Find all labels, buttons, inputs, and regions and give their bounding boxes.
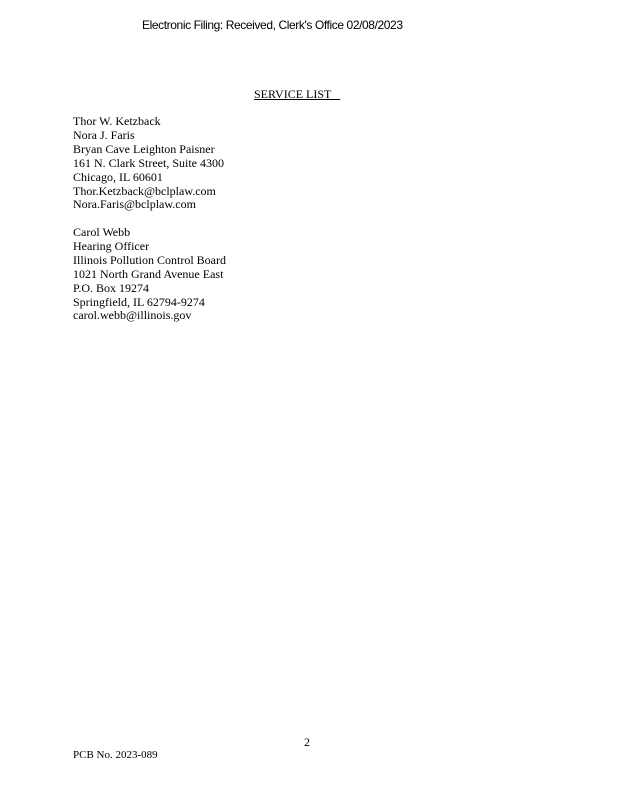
- address-line: Thor W. Ketzback: [73, 114, 161, 128]
- address-line: Hearing Officer: [73, 238, 150, 253]
- service-recipient-block: [73, 226, 226, 323]
- case-number: PCB No. 2023-089: [73, 749, 158, 761]
- address-line: Chicago, IL 60601: [73, 169, 163, 184]
- address-line: 1021 North Grand Avenue East: [73, 266, 224, 281]
- address-line: Carol Webb: [73, 225, 131, 239]
- address-line: P.O. Box 19274: [73, 280, 150, 295]
- service-recipient-block: [73, 115, 224, 212]
- address-line: Illinois Pollution Control Board: [73, 252, 227, 267]
- address-line: 161 N. Clark Street, Suite 4300: [73, 155, 224, 170]
- service-list-title: SERVICE LIST: [254, 87, 341, 101]
- address-line: Springfield, IL 62794-9274: [73, 294, 205, 309]
- email-line: Thor.Ketzback@bclplaw.com: [73, 183, 216, 198]
- address-line: Bryan Cave Leighton Paisner: [73, 141, 215, 156]
- email-line: Nora.Faris@bclplaw.com: [73, 197, 196, 212]
- electronic-filing-stamp: Electronic Filing: Received, Clerk's Office 02/08/2023: [142, 18, 403, 32]
- email-line: carol.webb@illinois.gov: [73, 308, 192, 323]
- page-number: 2: [304, 735, 310, 749]
- address-line: Nora J. Faris: [73, 127, 135, 142]
